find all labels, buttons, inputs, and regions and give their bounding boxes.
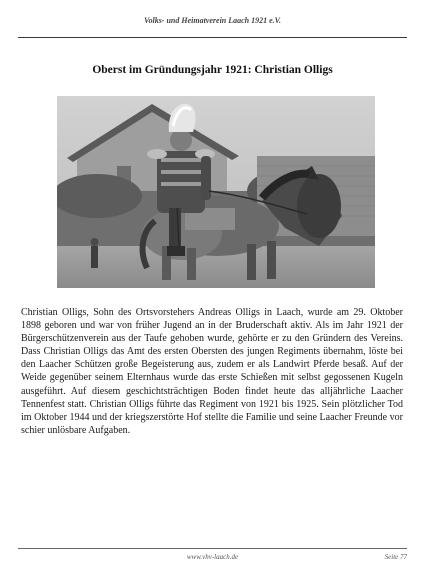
historic-photo-rider-on-horse — [57, 96, 375, 288]
footer-website: www.vhv-laach.de — [186, 553, 239, 561]
page-number: Seite 77 — [384, 553, 407, 561]
running-header: Volks- und Heimatverein Laach 1921 e.V. — [144, 16, 281, 25]
article-title: Oberst im Gründungsjahr 1921: Christian Olligs — [92, 64, 333, 76]
article-body: Christian Olligs, Sohn des Ortsvorstehers Andreas Olligs in Laach, wurde am 29. Oktober 1898 geboren und war von früher Jugend an in der Bruderschaft aktiv. Als im Jahr 1921 der Bürgerschützenverein aus der Taufe gehoben wurde, gehörte er zu den Gründern des Vereins. Dass Christian Olligs das Amt des ersten Obersten des jungen Regiments übernahm, löste bei den Laacher Schützen große Begeisterung aus, zudem er als Landwirt Pferde besaß. Auf der Weide gegenüber seinem Elternhaus wurde das erste Schießen mit selbst gegossenen Kugeln ausgeführt. Auf diesem geschichtsträchtigen Boden findet heute das alljährliche Laacher Tennenfest statt. Christian Olligs führte das Regiment von 1921 bis 1925. Sein plötzlicher Tod im Oktober 1944 und der kriegszerstörte Hof stellte die Familie und seine Laacher Freunde vor schier unlösbare Aufgaben. — [21, 307, 403, 436]
header-divider — [18, 37, 407, 38]
footer-divider — [18, 548, 407, 549]
page-footer — [18, 553, 407, 563]
